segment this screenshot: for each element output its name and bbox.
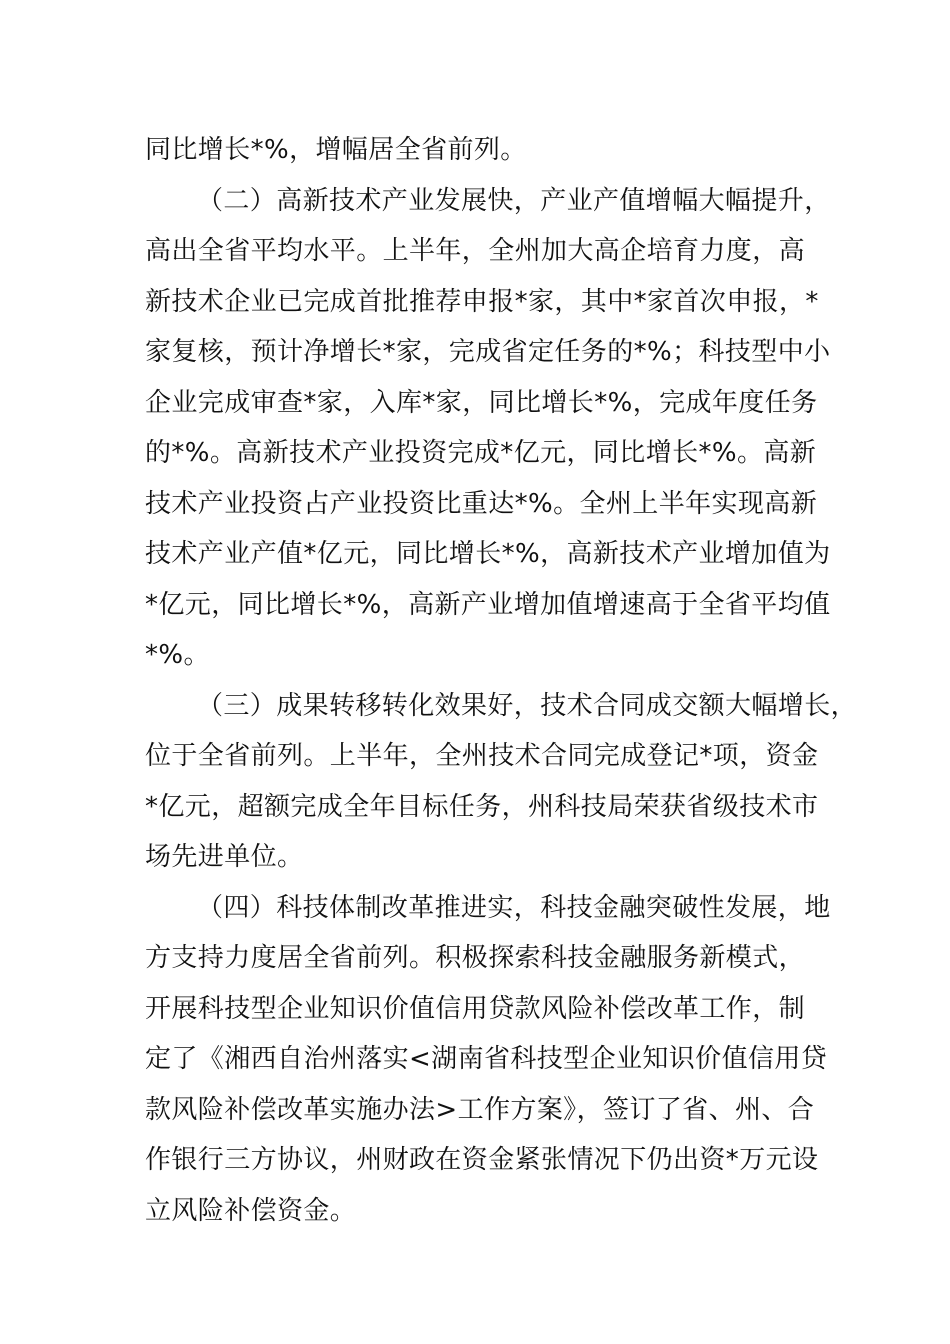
paragraph-2 (145, 176, 831, 681)
text-line: 作银行三方协议，州财政在资金紧张情况下仍出资*万元设 (145, 1145, 819, 1175)
text-line: *亿元，超额完成全年目标任务，州科技局荣获省级技术市 (145, 791, 819, 822)
text-line: 方支持力度居全省前列。积极探索科技金融服务新模式， (145, 943, 806, 973)
text-line: 场先进单位。 (145, 842, 304, 872)
text-line: 立风险补偿资金。 (145, 1195, 357, 1226)
text-line: *亿元，同比增长*%，高新产业增加值增速高于全省平均值 (145, 589, 831, 620)
paragraph-1-tail (145, 125, 815, 176)
text-line: 的*%。高新技术产业投资完成*亿元，同比增长*%。高新 (145, 438, 817, 468)
text-line: （四）科技体制改革推进实，科技金融突破性发展，地 (197, 892, 831, 923)
text-line: 技术产业产值*亿元，同比增长*%，高新技术产业增加值为 (145, 539, 831, 569)
paragraph-4 (145, 883, 831, 1237)
text-line: 新技术企业已完成首批推荐申报*家，其中*家首次申报，* (145, 286, 819, 317)
paragraph-3 (145, 681, 858, 883)
text-line: （二）高新技术产业发展快，产业产值增幅大幅提升， (197, 185, 831, 216)
text-line: 位于全省前列。上半年，全州技术合同完成登记*项，资金 (145, 741, 819, 771)
text-line: 款风险补偿改革实施办法>工作方案》，签订了省、州、合 (145, 1094, 815, 1125)
text-line: 开展科技型企业知识价值信用贷款风险补偿改革工作，制 (145, 993, 806, 1024)
text-line: 技术产业投资占产业投资比重达*%。全州上半年实现高新 (145, 488, 818, 519)
document-body (145, 125, 858, 1236)
text-line: 同比增长*%，增幅居全省前列。 (145, 135, 527, 165)
text-line: 定了《湘西自治州落实<湖南省科技型企业知识价值信用贷 (145, 1044, 828, 1074)
text-line: 高出全省平均水平。上半年，全州加大高企培育力度，高 (145, 236, 806, 266)
text-line: *%。 (145, 640, 210, 670)
text-line: 家复核，预计净增长*家，完成省定任务的*%；科技型中小 (145, 337, 831, 367)
text-line: （三）成果转移转化效果好，技术合同成交额大幅增长， (197, 690, 858, 721)
text-line: 企业完成审查*家，入库*家，同比增长*%，完成年度任务 (145, 387, 818, 418)
